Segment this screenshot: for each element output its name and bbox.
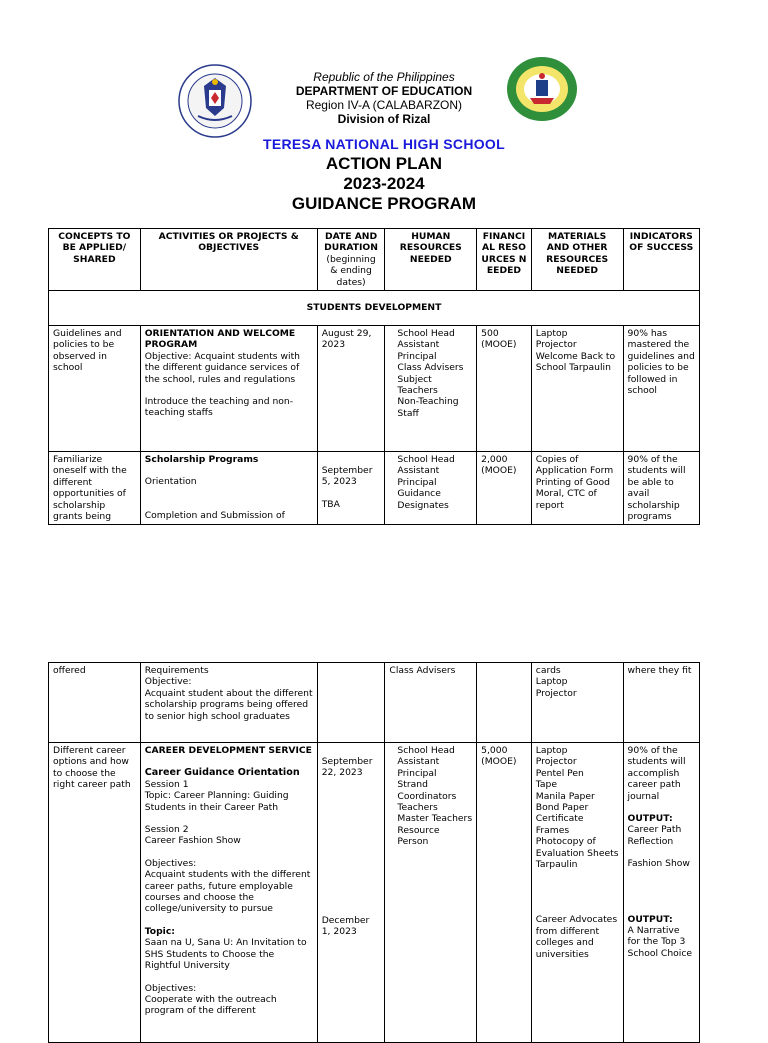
concept-cell: Guidelines and policies to be observed in school <box>49 326 141 452</box>
materials-cell: cards Laptop Projector <box>531 663 623 743</box>
column-header: HUMAN RESOURCES NEEDED <box>385 229 477 291</box>
human-resources-cell: School Head Assistant Principal Class Advisers Subject Teachers Non-Teaching Staff <box>385 326 477 452</box>
concept-cell: Different career options and how to choose the right career path <box>49 743 141 1043</box>
program-title: GUIDANCE PROGRAM <box>291 194 477 213</box>
table-row <box>49 743 700 1043</box>
activity-cell: Requirements Objective: Acquaint student about the different scholarship programs being offered to senior high school graduates <box>140 663 317 743</box>
date-cell: September 22, 2023 December 1, 2023 <box>317 743 385 1043</box>
action-plan-table-continued <box>48 662 700 1043</box>
activity-cell: CAREER DEVELOPMENT SERVICE Career Guidance Orientation Session 1 Topic: Career Planning: Guiding Students in their Career Path Session 2 Career Fashion Show Objectives: Acquaint students with the different career paths, future employable courses and choose the college/university to pursue Topic: Saan na U, Sana U: An Invitation to SHS Students to Choose the Rightful University Objectives: Cooperate with the outreach program of the different <box>140 743 317 1043</box>
activity-cell: Scholarship Programs Orientation Completion and Submission of <box>140 452 317 525</box>
school-name: TERESA NATIONAL HIGH SCHOOL <box>263 136 505 152</box>
department-line: DEPARTMENT OF EDUCATION <box>295 84 473 98</box>
indicator-cell: 90% of the students will accomplish career path journal OUTPUT: Career Path Reflection Fashion Show OUTPUT: A Narrative for the Top 3 School Choice <box>623 743 699 1043</box>
section-title: STUDENTS DEVELOPMENT <box>49 291 700 326</box>
column-header: FINANCIAL RESOURCES NEEDED <box>477 229 532 291</box>
date-cell: September 5, 2023 TBA <box>317 452 385 525</box>
materials-cell: Laptop Projector Welcome Back to School Tarpaulin <box>531 326 623 452</box>
table-header-row <box>49 229 700 291</box>
financial-cell: 5,000 (MOOE) <box>477 743 532 1043</box>
region-line: Region IV-A (CALABARZON) <box>305 98 463 112</box>
column-header: MATERIALS AND OTHER RESOURCES NEEDED <box>531 229 623 291</box>
table-row <box>49 326 700 452</box>
date-cell: August 29, 2023 <box>317 326 385 452</box>
materials-cell: Laptop Projector Pentel Pen Tape Manila Paper Bond Paper Certificate Frames Photocopy of Evaluation Sheets Tarpaulin Career Advocates from different colleges and universities <box>531 743 623 1043</box>
date-cell <box>317 663 385 743</box>
action-plan-table <box>48 228 700 525</box>
document-title: ACTION PLAN <box>325 154 443 173</box>
table-row <box>49 452 700 525</box>
republic-line: Republic of the Philippines <box>313 70 455 84</box>
column-header: DATE AND DURATION (beginning & ending dates) <box>317 229 385 291</box>
human-resources-cell: Class Advisers <box>385 663 477 743</box>
activity-cell: ORIENTATION AND WELCOME PROGRAM Objective: Acquaint students with the different guidance services of the school, rules and regulations Introduce the teaching and non-teaching staffs <box>140 326 317 452</box>
document-page-2 <box>0 600 768 1024</box>
school-year: 2023-2024 <box>343 174 425 193</box>
column-header: INDICATORS OF SUCCESS <box>623 229 699 291</box>
financial-cell: 500 (MOOE) <box>477 326 532 452</box>
human-resources-cell: School Head Assistant Principal Guidance Designates <box>385 452 477 525</box>
column-header: ACTIVITIES OR PROJECTS & OBJECTIVES <box>140 229 317 291</box>
concept-cell: Familiarize oneself with the different opportunities of scholarship grants being <box>49 452 141 525</box>
table-row <box>49 663 700 743</box>
financial-cell: 2,000 (MOOE) <box>477 452 532 525</box>
column-header: CONCEPTS TO BE APPLIED/ SHARED <box>49 229 141 291</box>
materials-cell: Copies of Application Form Printing of Good Moral, CTC of report <box>531 452 623 525</box>
indicator-cell: 90% of the students will be able to avail scholarship programs <box>623 452 699 525</box>
financial-cell <box>477 663 532 743</box>
indicator-cell: 90% has mastered the guidelines and policies to be followed in school <box>623 326 699 452</box>
human-resources-cell: School Head Assistant Principal Strand Coordinators Teachers Master Teachers Resource Person <box>385 743 477 1043</box>
division-line: Division of Rizal <box>337 112 431 126</box>
section-row <box>49 291 700 326</box>
concept-cell: offered <box>49 663 141 743</box>
indicator-cell: where they fit <box>623 663 699 743</box>
letterhead <box>200 70 568 126</box>
